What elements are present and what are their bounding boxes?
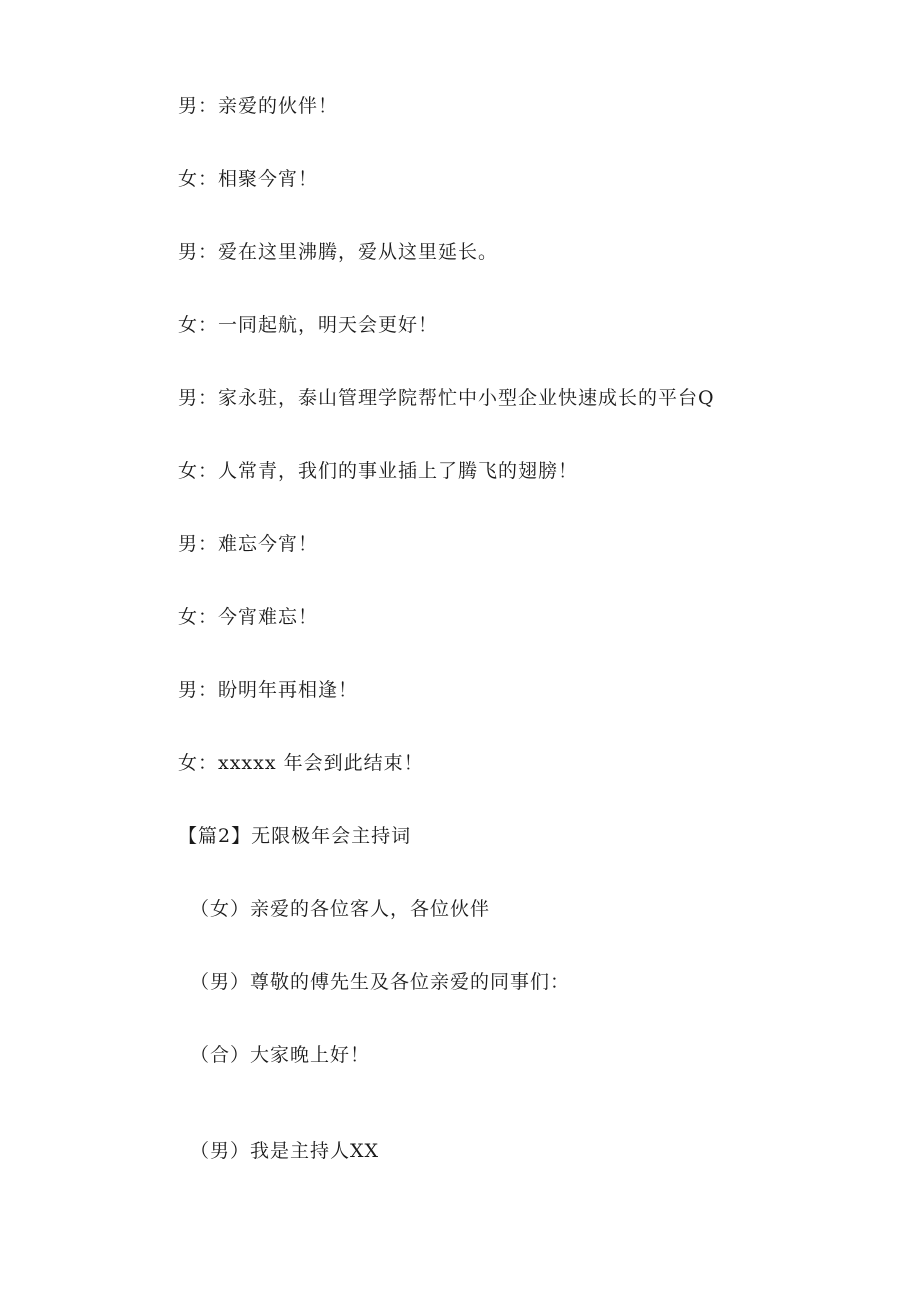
section-line: （男）尊敬的傅先生及各位亲爱的同事们：	[190, 971, 571, 993]
dialogue-line: 女：一同起航，明天会更好！	[178, 314, 439, 336]
dialogue-line: 女：相聚今宵！	[178, 168, 319, 190]
section-line: （合）大家晚上好！	[190, 1044, 371, 1066]
section-line: （男）我是主持人XX	[190, 1140, 380, 1162]
dialogue-line: 女：今宵难忘！	[178, 606, 319, 628]
dialogue-line: 女：xxxxx 年会到此结束！	[178, 752, 424, 774]
dialogue-line: 男：难忘今宵！	[178, 533, 319, 555]
dialogue-line: 男：爱在这里沸腾，爱从这里延长。	[178, 241, 499, 263]
dialogue-line: 女：人常青，我们的事业插上了腾飞的翅膀！	[178, 460, 579, 482]
dialogue-line: 男：亲爱的伙伴！	[178, 95, 339, 117]
section-line: （女）亲爱的各位客人，各位伙伴	[190, 898, 491, 920]
dialogue-line: 男：盼明年再相逢！	[178, 679, 359, 701]
dialogue-line: 男：家永驻，泰山管理学院帮忙中小型企业快速成长的平台Q	[178, 387, 715, 409]
section-title: 【篇2】无限极年会主持词	[178, 825, 412, 847]
